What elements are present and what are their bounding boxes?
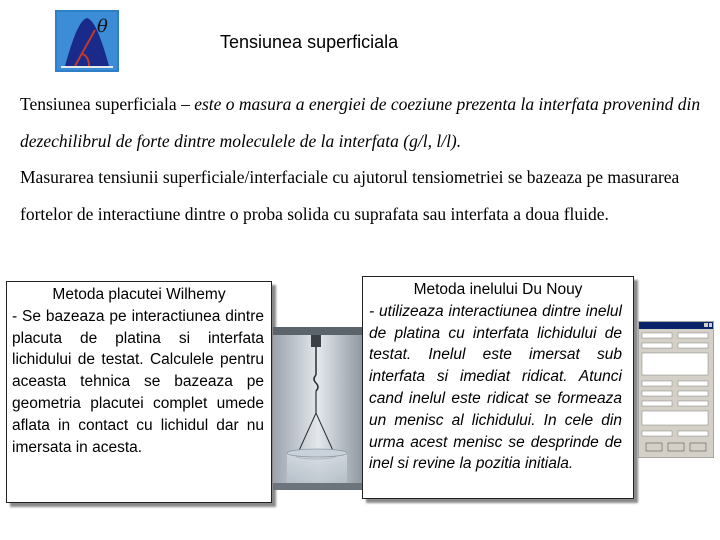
theta-symbol: θ [97, 16, 108, 37]
tensiometer-photo [273, 327, 363, 490]
method-du-nouy-title: Metoda inelului Du Nouy [413, 281, 583, 298]
intro-text [20, 86, 720, 232]
method-wilhelmy-body: - Se bazeaza pe interactiunea dintre placuta de platina si interfata lichidului de testat. Calculele pentru aceasta tehnica se bazeaza pe geometria placutei complet umede aflata in contact cu lichidul dar nu imersata in acesta. [12, 307, 264, 456]
contact-angle-logo [55, 10, 119, 72]
software-window-screenshot [638, 321, 714, 458]
method-wilhelmy-box [6, 281, 272, 503]
intro-lead: Tensiunea superficiala – [20, 94, 190, 114]
method-du-nouy-box [362, 276, 634, 499]
method-wilhelmy-title: Metoda placutei Wilhemy [52, 286, 226, 303]
intro-description: Masurarea tensiunii superficiale/interfaciale cu ajutorul tensiometriei se bazeaza pe masurarea fortelor de interactiune dintre o proba solida cu suprafata sau interfata a doua fluide. [20, 167, 680, 224]
method-du-nouy-body: - utilizeaza interactiunea dintre inelul de platina cu interfata lichidului de testat. Inelul este imersat sub interfata si imediat ridicat. Atunci cand inelul este ridicat se formeaza un menisc al lichidului. In cele din urma acest menisc se desprinde de inel si revine la pozitia initiala. [369, 302, 622, 473]
intro-definition: este o masura a energiei de coeziune prezenta la interfata provenind din dezechilibrul de forte dintre moleculele de la interfata (g/l, l/l). [20, 94, 701, 151]
page-title: Tensiunea superficiala [220, 32, 399, 52]
